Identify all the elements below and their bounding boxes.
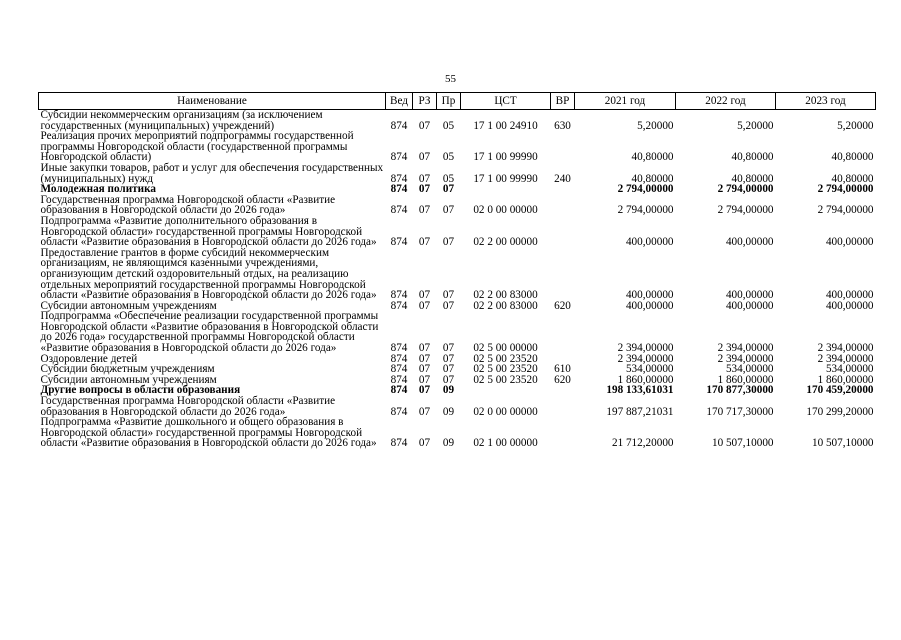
row-name: Государственная программа Новгородской области «Развитие образования в Новгородской области до 2026 года» — [40, 395, 336, 418]
row-rz: 07 — [418, 236, 431, 249]
row-value-2023: 400,00000 — [825, 289, 874, 302]
row-ved: 874 — [390, 342, 408, 355]
row-value-2022: 1 860,00000 — [717, 373, 774, 386]
row-pr: 07 — [442, 299, 455, 312]
row-ved: 874 — [390, 299, 408, 312]
table-row — [39, 396, 876, 417]
row-name: Субсидии некоммерческим организациям (за исключением государственных (муниципальных) учреждений) — [40, 109, 323, 132]
row-rz: 07 — [418, 183, 431, 196]
table-row — [39, 417, 876, 449]
table-body — [39, 110, 876, 450]
row-ved: 874 — [390, 151, 408, 164]
row-pr: 09 — [442, 437, 455, 450]
row-vr — [551, 131, 575, 163]
row-value-2023: 5,20000 — [837, 119, 874, 132]
row-value-2022: 40,80000 — [731, 172, 774, 185]
col-header-vr: ВР — [551, 93, 575, 110]
row-name: Субсидии автономным учреждениям — [40, 373, 217, 386]
row-rz: 07 — [418, 151, 431, 164]
row-rz: 07 — [418, 437, 431, 450]
row-pr: 07 — [442, 289, 455, 302]
row-cst: 02 5 00 00000 — [473, 342, 538, 355]
row-value-2023: 2 794,00000 — [817, 183, 874, 196]
row-value-2022: 2 794,00000 — [717, 204, 774, 217]
row-value-2022: 10 507,10000 — [711, 437, 774, 450]
row-name: Подпрограмма «Обеспечение реализации государственной программы Новгородской области «Развитие образования в Новгородской области до 2026 года» государственной программы Новгородской области «Развитие образования в Новгородской области до 2026 года» — [40, 310, 379, 355]
row-value-2021: 40,80000 — [631, 151, 674, 164]
row-rz: 07 — [418, 405, 431, 418]
col-header-rz: РЗ — [413, 93, 437, 110]
row-value-2021: 400,00000 — [625, 289, 674, 302]
col-header-name: Наименование — [39, 93, 386, 110]
row-value-2023: 2 394,00000 — [817, 352, 874, 365]
row-value-2022: 5,20000 — [737, 119, 774, 132]
row-value-2021: 2 394,00000 — [617, 352, 674, 365]
row-cst: 02 5 00 23520 — [473, 352, 538, 365]
row-cst: 02 2 00 00000 — [473, 236, 538, 249]
col-header-pr: Пр — [437, 93, 461, 110]
table-row — [39, 216, 876, 248]
row-vr — [551, 216, 575, 248]
row-value-2021: 2 394,00000 — [617, 342, 674, 355]
row-rz: 07 — [418, 299, 431, 312]
row-value-2023: 534,00000 — [825, 363, 874, 376]
table-row — [39, 248, 876, 301]
row-rz: 07 — [418, 119, 431, 132]
row-value-2023: 40,80000 — [831, 151, 874, 164]
row-ved: 874 — [390, 384, 408, 397]
row-value-2022: 40,80000 — [731, 151, 774, 164]
col-header-2021: 2021 год — [575, 93, 676, 110]
row-cst — [461, 184, 551, 195]
row-value-2021: 21 712,20000 — [611, 437, 674, 450]
row-value-2021: 1 860,00000 — [617, 373, 674, 386]
row-pr: 05 — [442, 151, 455, 164]
row-value-2023: 400,00000 — [825, 236, 874, 249]
row-value-2021: 197 887,21031 — [606, 405, 674, 418]
row-name: Другие вопросы в области образования — [40, 384, 241, 397]
row-rz: 07 — [418, 384, 431, 397]
row-value-2022: 2 794,00000 — [717, 183, 774, 196]
row-cst: 02 5 00 23520 — [473, 363, 538, 376]
row-vr — [551, 248, 575, 301]
row-name: Молодежная политика — [40, 183, 156, 196]
row-rz: 07 — [418, 373, 431, 386]
row-ved: 874 — [390, 289, 408, 302]
row-cst: 02 2 00 83000 — [473, 299, 538, 312]
row-ved: 874 — [390, 352, 408, 365]
row-vr: 240 — [554, 172, 571, 185]
row-value-2021: 5,20000 — [637, 119, 674, 132]
row-pr: 05 — [442, 172, 455, 185]
row-vr — [551, 396, 575, 417]
row-rz: 07 — [418, 172, 431, 185]
col-header-2023: 2023 год — [776, 93, 876, 110]
row-value-2023: 400,00000 — [825, 299, 874, 312]
row-cst: 17 1 00 99990 — [473, 151, 538, 164]
row-name: Подпрограмма «Развитие дополнительного образования в Новгородской области» государственной программы Новгородской области «Развитие образования в Новгородской области до 2026 года» — [40, 214, 377, 249]
row-value-2021: 534,00000 — [625, 363, 674, 376]
row-pr: 07 — [442, 352, 455, 365]
row-rz: 07 — [418, 352, 431, 365]
page-number: 55 — [445, 73, 456, 85]
row-cst: 02 1 00 00000 — [473, 437, 538, 450]
row-pr: 09 — [442, 384, 455, 397]
row-vr — [551, 311, 575, 353]
row-pr: 09 — [442, 405, 455, 418]
row-ved: 874 — [390, 119, 408, 132]
row-value-2023: 1 860,00000 — [817, 373, 874, 386]
row-value-2023: 2 794,00000 — [817, 204, 874, 217]
row-name: Субсидии автономным учреждениям — [40, 299, 217, 312]
row-ved: 874 — [390, 204, 408, 217]
col-header-ved: Вед — [386, 93, 413, 110]
row-value-2021: 198 133,61031 — [606, 384, 674, 397]
row-vr — [551, 184, 575, 195]
row-ved: 874 — [390, 183, 408, 196]
row-name: Государственная программа Новгородской области «Развитие образования в Новгородской области до 2026 года» — [40, 193, 336, 217]
row-vr: 620 — [554, 373, 571, 386]
row-ved: 874 — [390, 373, 408, 386]
row-cst: 02 0 00 00000 — [473, 405, 538, 418]
table-row — [39, 163, 876, 184]
table-row — [39, 131, 876, 163]
row-value-2022: 400,00000 — [725, 299, 774, 312]
row-value-2021: 2 794,00000 — [617, 204, 674, 217]
row-vr — [551, 417, 575, 449]
row-cst: 17 1 00 24910 — [473, 119, 538, 132]
row-name: Субсидии бюджетным учреждениям — [40, 363, 215, 376]
row-value-2022: 2 394,00000 — [717, 352, 774, 365]
row-pr: 07 — [442, 342, 455, 355]
row-vr: 620 — [554, 299, 571, 312]
row-cst: 02 5 00 23520 — [473, 373, 538, 386]
row-pr: 07 — [442, 183, 455, 196]
row-vr: 630 — [554, 119, 571, 132]
col-header-cst: ЦСТ — [461, 93, 551, 110]
row-value-2021: 400,00000 — [625, 299, 674, 312]
row-cst — [461, 385, 551, 396]
row-name: Предоставление грантов в форме субсидий некоммерческим организациям, не являющимся казенными учреждениями, организующим детский оздоровительный отдых, на реализацию отдельных мероприятий государственной программы Новгородской области «Развитие образования в Новгородской области до 2026 года» — [40, 246, 377, 302]
row-value-2021: 400,00000 — [625, 236, 674, 249]
row-rz: 07 — [418, 204, 431, 217]
col-header-2022: 2022 год — [676, 93, 776, 110]
row-cst: 17 1 00 99990 — [473, 172, 538, 185]
row-rz: 07 — [418, 289, 431, 302]
row-value-2023: 2 394,00000 — [817, 342, 874, 355]
row-value-2023: 40,80000 — [831, 172, 874, 185]
row-value-2022: 534,00000 — [725, 363, 774, 376]
row-rz: 07 — [418, 363, 431, 376]
row-ved: 874 — [390, 172, 408, 185]
row-name: Оздоровление детей — [40, 352, 138, 365]
row-value-2022: 170 717,30000 — [706, 405, 774, 418]
row-name: Подпрограмма «Развитие дошкольного и общего образования в Новгородской области» государственной программы Новгородской области «Развитие образования в Новгородской области до 2026 года» — [40, 416, 377, 450]
row-value-2021: 40,80000 — [631, 172, 674, 185]
row-pr: 07 — [442, 204, 455, 217]
row-value-2021: 2 794,00000 — [617, 183, 674, 196]
row-value-2022: 2 394,00000 — [717, 342, 774, 355]
row-cst: 02 0 00 00000 — [473, 204, 538, 217]
table-row — [39, 195, 876, 216]
row-pr: 05 — [442, 119, 455, 132]
row-vr — [551, 385, 575, 396]
row-value-2022: 400,00000 — [725, 236, 774, 249]
row-vr — [551, 195, 575, 216]
row-ved: 874 — [390, 363, 408, 376]
row-rz: 07 — [418, 342, 431, 355]
table-row — [39, 311, 876, 353]
row-ved: 874 — [390, 405, 408, 418]
table-header-row — [39, 93, 876, 110]
row-value-2022: 170 877,30000 — [706, 384, 774, 397]
row-pr: 07 — [442, 363, 455, 376]
row-value-2023: 10 507,10000 — [811, 437, 874, 450]
row-cst: 02 2 00 83000 — [473, 289, 538, 302]
table-row — [39, 110, 876, 132]
row-pr: 07 — [442, 373, 455, 386]
row-name: Реализация прочих мероприятий подпрограммы государственной программы Новгородской области (государственной программы Новгородской области) — [40, 130, 354, 164]
row-vr: 610 — [554, 363, 571, 376]
row-value-2023: 170 299,20000 — [806, 405, 874, 418]
row-ved: 874 — [390, 437, 408, 450]
row-value-2022: 400,00000 — [725, 289, 774, 302]
budget-table — [38, 92, 876, 449]
row-pr: 07 — [442, 236, 455, 249]
row-ved: 874 — [390, 236, 408, 249]
row-value-2023: 170 459,20000 — [806, 384, 874, 397]
row-name: Иные закупки товаров, работ и услуг для обеспечения государственных (муниципальных) нужд — [40, 161, 384, 185]
